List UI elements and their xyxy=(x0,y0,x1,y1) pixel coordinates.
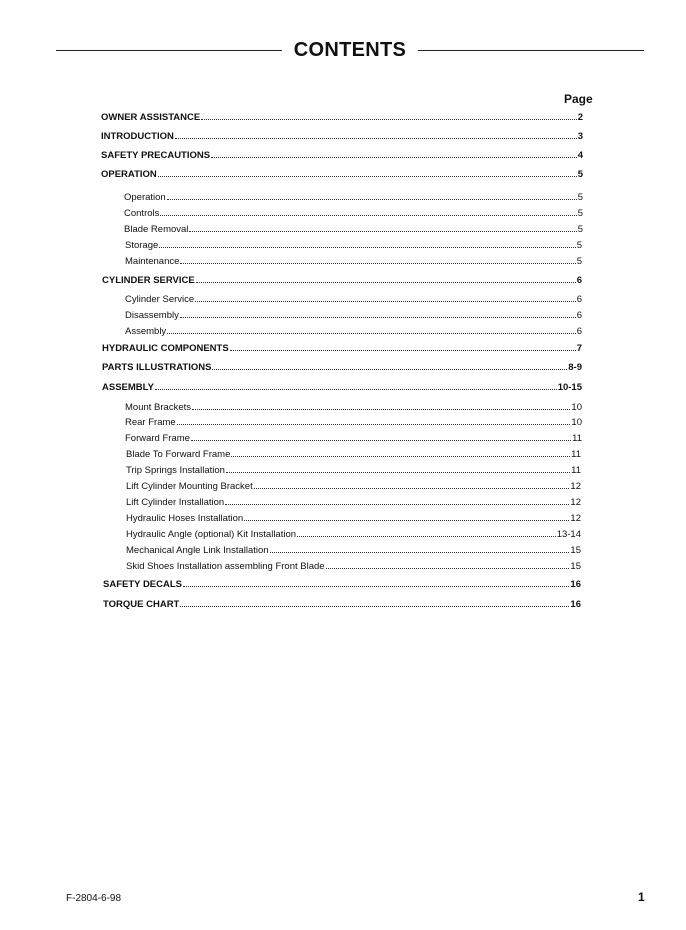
toc-entry-label: Forward Frame xyxy=(125,433,190,444)
toc-entry-label: OWNER ASSISTANCE xyxy=(101,112,201,123)
toc-entry xyxy=(126,528,581,541)
toc-entry xyxy=(101,149,583,162)
toc-entry-page: 13-14 xyxy=(556,529,581,540)
toc-entry-label: Rear Frame xyxy=(125,417,176,428)
toc-entry xyxy=(125,309,582,322)
toc-entry xyxy=(126,544,581,557)
toc-entry xyxy=(102,361,582,374)
toc-entry-page: 5 xyxy=(576,256,582,267)
toc-entry xyxy=(125,401,582,414)
toc-entry-page: 11 xyxy=(571,465,581,476)
toc-entry-page: 6 xyxy=(576,326,582,337)
toc-entry-label: Assembly xyxy=(125,326,167,337)
toc-entry-page: 10 xyxy=(571,417,582,428)
toc-entry-label: Lift Cylinder Installation xyxy=(126,497,225,508)
toc-entry xyxy=(124,223,583,236)
toc-leader-dots xyxy=(155,381,557,390)
toc-leader-dots xyxy=(195,293,576,302)
toc-entry-label: Disassembly xyxy=(125,310,179,321)
toc-entry xyxy=(125,432,582,445)
toc-leader-dots xyxy=(192,401,570,410)
page-column-heading: Page xyxy=(564,92,593,106)
title-rule-right xyxy=(418,50,644,51)
toc-entry-label: TORQUE CHART xyxy=(103,599,180,610)
toc-entry xyxy=(103,578,581,591)
toc-entry-label: Blade To Forward Frame xyxy=(126,449,231,460)
toc-entry-page: 12 xyxy=(570,513,581,524)
toc-entry-label: Hydraulic Hoses Installation xyxy=(126,513,244,524)
toc-entry xyxy=(124,207,583,220)
toc-entry-label: Trip Springs Installation xyxy=(126,465,225,476)
toc-entry-page: 11 xyxy=(572,433,582,444)
toc-leader-dots xyxy=(326,560,570,569)
toc-leader-dots xyxy=(180,255,575,264)
toc-entry-page: 10-15 xyxy=(557,382,582,393)
toc-entry-page: 10 xyxy=(571,402,582,413)
toc-entry xyxy=(126,448,581,461)
toc-entry-label: INTRODUCTION xyxy=(101,131,174,142)
toc-leader-dots xyxy=(167,191,577,200)
toc-entry-page: 11 xyxy=(571,449,581,460)
toc-entry-label: ASSEMBLY xyxy=(102,382,154,393)
toc-entry xyxy=(102,381,582,394)
toc-entry-label: CYLINDER SERVICE xyxy=(102,275,195,286)
toc-leader-dots xyxy=(180,598,569,607)
toc-entry-page: 5 xyxy=(577,169,583,180)
toc-entry-label: OPERATION xyxy=(101,169,157,180)
toc-entry-label: Mechanical Angle Link Installation xyxy=(126,545,269,556)
toc-entry-page: 16 xyxy=(570,579,581,590)
toc-entry xyxy=(125,239,582,252)
toc-leader-dots xyxy=(297,528,556,537)
document-number: F-2804-6-98 xyxy=(66,893,122,904)
toc-entry xyxy=(102,274,582,287)
toc-entry-label: Hydraulic Angle (optional) Kit Installation xyxy=(126,529,297,540)
toc-entry-page: 5 xyxy=(577,224,583,235)
page-number: 1 xyxy=(638,890,645,904)
toc-leader-dots xyxy=(196,274,576,283)
toc-entry-page: 6 xyxy=(576,275,582,286)
toc-entry-page: 5 xyxy=(577,192,583,203)
toc-entry xyxy=(103,598,581,611)
toc-entry-label: Skid Shoes Installation assembling Front Blade xyxy=(126,561,325,572)
toc-entry-label: Cylinder Service xyxy=(125,294,195,305)
toc-leader-dots xyxy=(201,111,576,120)
toc-leader-dots xyxy=(189,223,576,232)
toc-leader-dots xyxy=(270,544,570,553)
toc-leader-dots xyxy=(226,464,570,473)
toc-leader-dots xyxy=(160,207,576,216)
toc-leader-dots xyxy=(191,432,571,441)
toc-entry-page: 4 xyxy=(577,150,583,161)
toc-entry-label: Mount Brackets xyxy=(125,402,191,413)
toc-entry-label: Operation xyxy=(124,192,166,203)
toc-entry xyxy=(125,416,582,429)
toc-entry xyxy=(126,464,581,477)
toc-entry xyxy=(126,512,581,525)
toc-entry-page: 6 xyxy=(576,294,582,305)
toc-leader-dots xyxy=(180,309,576,318)
toc-leader-dots xyxy=(159,239,575,248)
toc-entry xyxy=(101,130,583,143)
toc-entry xyxy=(101,168,583,181)
toc-leader-dots xyxy=(175,130,577,139)
toc-entry-label: Lift Cylinder Mounting Bracket xyxy=(126,481,253,492)
toc-entry-page: 6 xyxy=(576,310,582,321)
toc-leader-dots xyxy=(231,448,570,457)
toc-entry-page: 16 xyxy=(570,599,581,610)
toc-entry-page: 5 xyxy=(577,208,583,219)
toc-entry xyxy=(126,480,581,493)
toc-leader-dots xyxy=(212,361,567,370)
title-row xyxy=(56,38,644,62)
toc-entry xyxy=(125,293,582,306)
toc-entry-page: 2 xyxy=(577,112,583,123)
toc-entry-label: Blade Removal xyxy=(124,224,189,235)
toc-leader-dots xyxy=(183,578,569,587)
title-rule-left xyxy=(56,50,282,51)
toc-entry-label: PARTS ILLUSTRATIONS xyxy=(102,362,212,373)
toc-entry xyxy=(126,560,581,573)
toc-entry-page: 15 xyxy=(570,545,581,556)
toc-entry xyxy=(102,342,582,355)
toc-entry-page: 7 xyxy=(576,343,582,354)
toc-entry-page: 5 xyxy=(576,240,582,251)
toc-entry-label: Controls xyxy=(124,208,160,219)
toc-entry xyxy=(101,111,583,124)
toc-entry-page: 12 xyxy=(570,481,581,492)
toc-leader-dots xyxy=(177,416,571,425)
toc-leader-dots xyxy=(230,342,576,351)
toc-entry-label: SAFETY DECALS xyxy=(103,579,183,590)
toc-entry-label: Maintenance xyxy=(125,256,180,267)
toc-entry-page: 3 xyxy=(577,131,583,142)
toc-entry xyxy=(125,255,582,268)
toc-entry xyxy=(125,325,582,338)
toc-leader-dots xyxy=(244,512,569,521)
toc-entry-label: HYDRAULIC COMPONENTS xyxy=(102,343,229,354)
toc-entry xyxy=(124,191,583,204)
toc-entry-label: SAFETY PRECAUTIONS xyxy=(101,150,211,161)
toc-leader-dots xyxy=(254,480,570,489)
page-title: CONTENTS xyxy=(293,38,407,61)
toc-leader-dots xyxy=(158,168,577,177)
toc-entry-label: Storage xyxy=(125,240,159,251)
toc-entry xyxy=(126,496,581,509)
toc-entry-page: 8-9 xyxy=(568,362,582,373)
toc-entry-page: 15 xyxy=(570,561,581,572)
toc-leader-dots xyxy=(225,496,569,505)
toc-leader-dots xyxy=(211,149,577,158)
toc-leader-dots xyxy=(167,325,576,334)
toc-entry-page: 12 xyxy=(570,497,581,508)
